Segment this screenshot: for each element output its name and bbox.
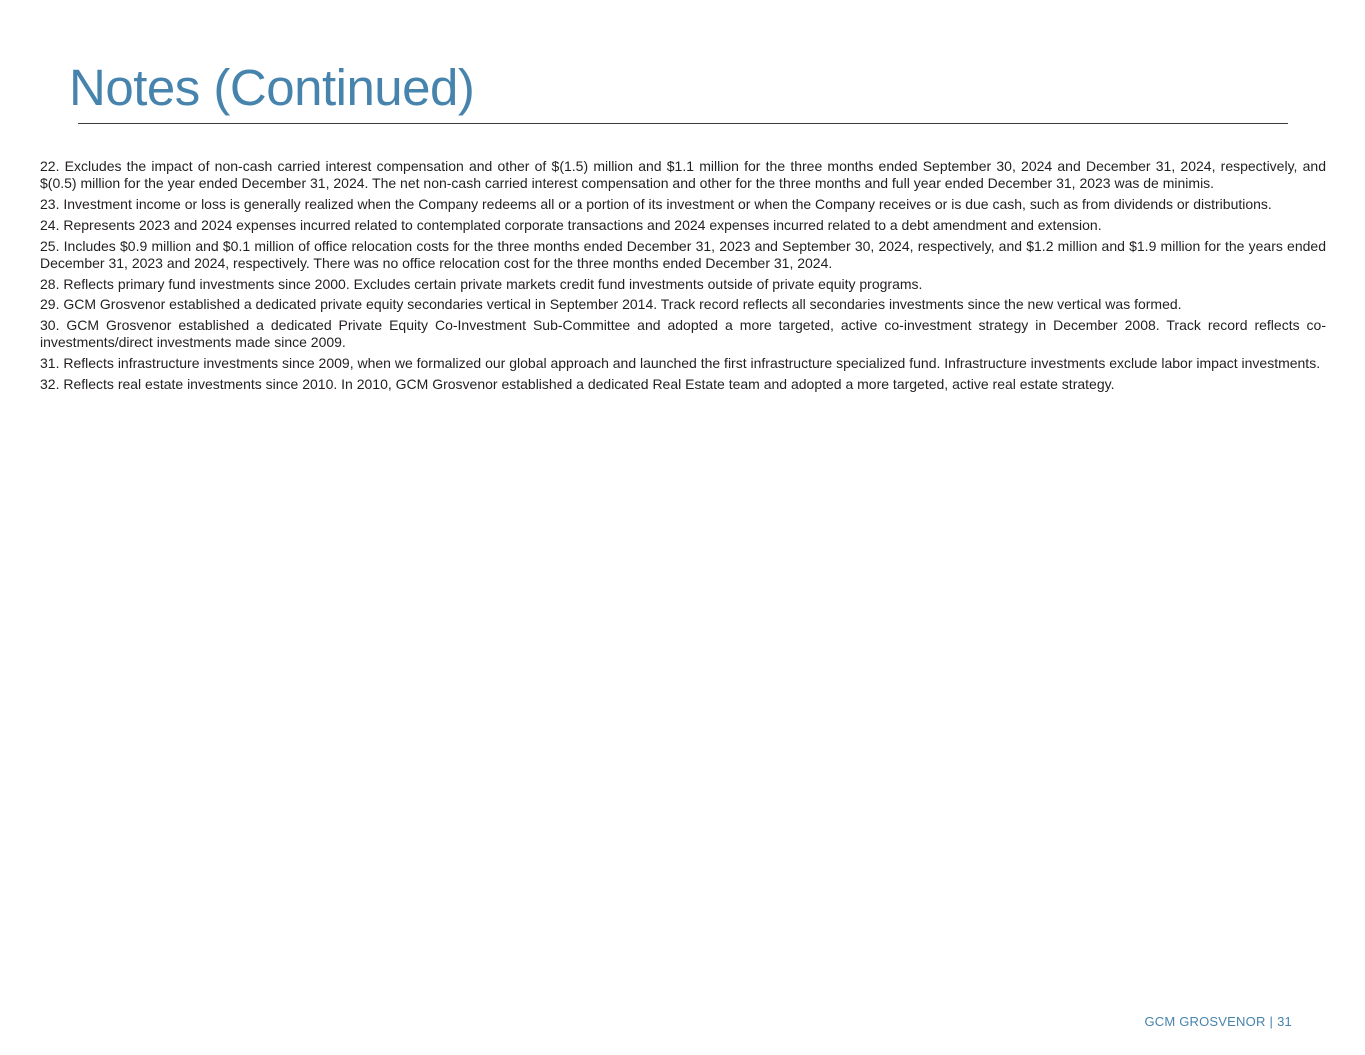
page-footer bbox=[1144, 1014, 1292, 1030]
footer-separator: | bbox=[1269, 1014, 1274, 1029]
page-number: 31 bbox=[1277, 1014, 1292, 1029]
note-24: 24. Represents 2023 and 2024 expenses incurred related to contemplated corporate transactions and 2024 expenses incurred related to a debt amendment and extension. bbox=[40, 216, 1102, 233]
note-28: 28. Reflects primary fund investments since 2000. Excludes certain private markets credit fund investments outside of private equity programs. bbox=[40, 275, 923, 292]
note-23: 23. Investment income or loss is generally realized when the Company redeems all or a portion of its investment or when the Company receives or is due cash, such as from dividends or distributions. bbox=[40, 196, 1272, 213]
note-31: 31. Reflects infrastructure investments since 2009, when we formalized our global approach and launched the first infrastructure specialized fund. Infrastructure investments exclude labor impact investments. bbox=[40, 355, 1321, 372]
page-title: Notes (Continued) bbox=[69, 59, 475, 116]
note-32: 32. Reflects real estate investments since 2010. In 2010, GCM Grosvenor established a dedicated Real Estate team and adopted a more targeted, active real estate strategy. bbox=[40, 375, 1115, 392]
notes-list bbox=[40, 158, 1326, 397]
title-divider bbox=[78, 123, 1288, 124]
note-29: 29. GCM Grosvenor established a dedicated private equity secondaries vertical in September 2014. Track record reflects all secondaries investments since the new vertical was formed. bbox=[40, 296, 1182, 313]
footer-brand: GCM GROSVENOR bbox=[1144, 1014, 1266, 1029]
note-30: 30. GCM Grosvenor established a dedicated Private Equity Co-Investment Sub-Committee and adopted a more targeted, active co-investment strategy in December 2008. Track record reflects co-investments/direct investments made since 2009. bbox=[40, 317, 1326, 351]
note-25: 25. Includes $0.9 million and $0.1 million of office relocation costs for the three months ended December 31, 2023 and September 30, 2024, respectively, and $1.2 million and $1.9 million for the years ended December 31, 2023 and 2024, respectively. There was no office relocation cost for the three months ended December 31, 2024. bbox=[40, 237, 1326, 271]
note-22: 22. Excludes the impact of non-cash carried interest compensation and other of $(1.5) million and $1.1 million for the three months ended September 30, 2024 and December 31, 2024, respectively, and $(0.5) million for the year ended December 31, 2024. The net non-cash carried interest compensation and other for the three months and full year ended December 31, 2023 was de minimis. bbox=[40, 158, 1326, 192]
